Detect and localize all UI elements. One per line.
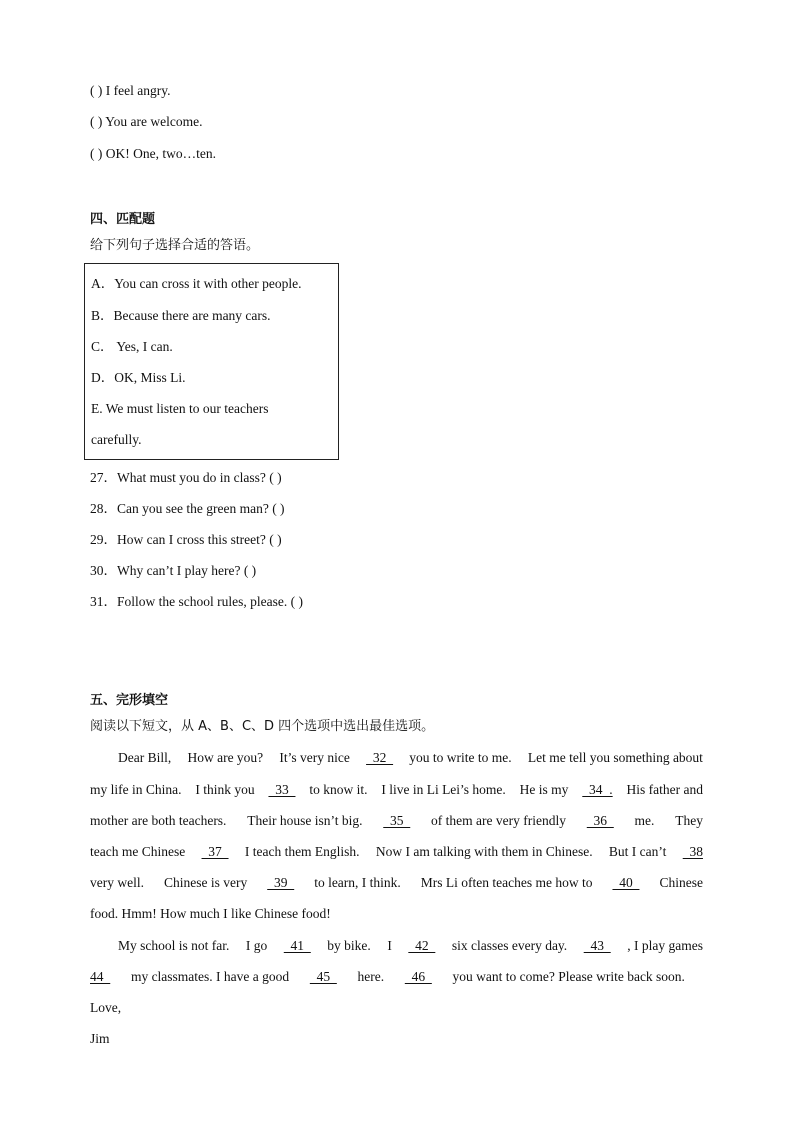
section5-title: 五、完形填空: [90, 693, 169, 708]
blank-44: 44: [90, 969, 111, 984]
blank-42: 42: [408, 938, 436, 953]
blank-39: 39: [267, 875, 295, 890]
answer-line-3: ( ) OK! One, two…ten.: [90, 146, 216, 161]
blank-34: 34 .: [582, 782, 613, 797]
p1-line-2: my life in China. I think you 33 to know it. I live in Li Lei’s home. He is my 34 . His father and: [90, 782, 703, 797]
blank-32: 32: [366, 750, 394, 765]
option-c: C． Yes, I can.: [91, 339, 173, 354]
question-30: 30．Why can’t I play here? ( ): [90, 563, 257, 578]
options-box: [84, 263, 339, 460]
p1-line-1: Dear Bill, How are you? It’s very nice 32 you to write to me. Let me tell you something about: [118, 750, 703, 765]
p1-line-6: food. Hmm! How much I like Chinese food!: [90, 906, 331, 921]
blank-36: 36: [586, 813, 614, 828]
letter-closing: Love,: [90, 1000, 122, 1015]
option-b: B．Because there are many cars.: [91, 308, 271, 323]
p2-line-2: 44 my classmates. I have a good 45 here. 46 you want to come? Please write back soon.: [90, 969, 685, 984]
question-27: 27．What must you do in class? ( ): [90, 470, 282, 485]
section4-instruction: 给下列句子选择合适的答语。: [90, 238, 260, 253]
blank-41: 41: [283, 938, 311, 953]
p1-line-4: teach me Chinese 37 I teach them English. Now I am talking with them in Chinese. But I can’t 38: [90, 844, 703, 859]
blank-40: 40: [612, 875, 640, 890]
section4-title: 四、匹配题: [90, 212, 156, 227]
blank-46: 46: [404, 969, 432, 984]
answer-line-1: ( ) I feel angry.: [90, 83, 171, 98]
blank-38: 38: [682, 844, 703, 859]
blank-45: 45: [309, 969, 337, 984]
blank-35: 35: [383, 813, 411, 828]
p1-line-5: very well. Chinese is very 39 to learn, I think. Mrs Li often teaches me how to 40 Chinese: [90, 875, 703, 890]
question-29: 29．How can I cross this street? ( ): [90, 532, 282, 547]
question-28: 28．Can you see the green man? ( ): [90, 501, 285, 516]
p1-line-3: mother are both teachers. Their house isn’t big. 35 of them are very friendly 36 me. They: [90, 813, 703, 828]
option-d: D．OK, Miss Li.: [91, 370, 186, 385]
cloze-paragraph-2: [90, 937, 703, 989]
option-a: A．You can cross it with other people.: [91, 276, 302, 291]
blank-37: 37: [201, 844, 229, 859]
blank-43: 43: [583, 938, 611, 953]
option-e: E. We must listen to our teachers: [91, 401, 269, 416]
p2-line-1: My school is not far. I go 41 by bike. I 42 six classes every day. 43 , I play games: [118, 938, 703, 953]
question-31: 31．Follow the school rules, please. ( ): [90, 594, 303, 609]
option-e-cont: carefully.: [91, 432, 142, 447]
section5-instruction: 阅读以下短文，从 A、B、C、D 四个选项中选出最佳选项。: [90, 719, 435, 734]
blank-33: 33: [268, 782, 296, 797]
letter-signature: Jim: [90, 1031, 110, 1046]
answer-line-2: ( ) You are welcome.: [90, 114, 203, 129]
cloze-paragraph-1: [90, 749, 703, 929]
